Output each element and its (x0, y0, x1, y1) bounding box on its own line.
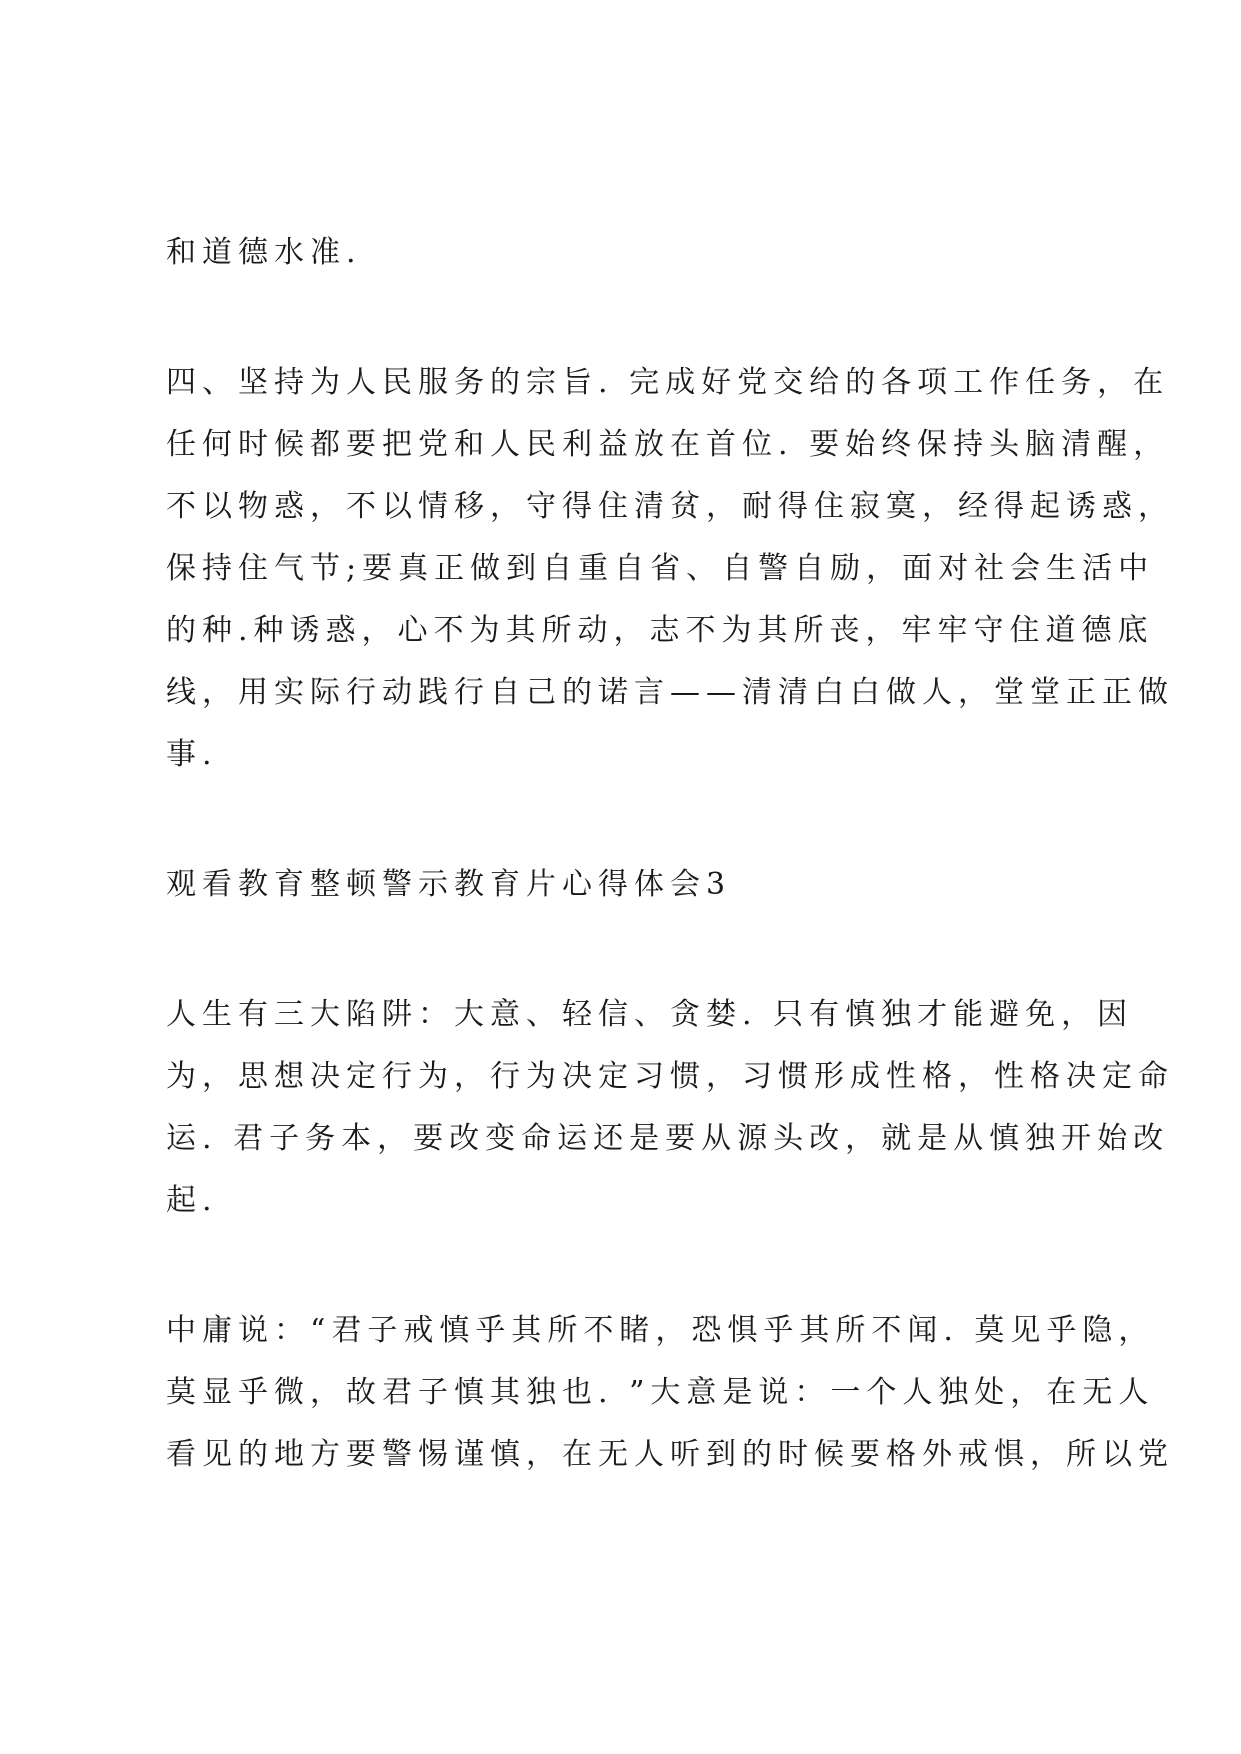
text-line: 莫显乎微，故君子慎其独也. ”大意是说：一个人独处，在无人 (166, 1375, 1155, 1410)
text-line: 为，思想决定行为，行为决定习惯，习惯形成性格，性格决定命 (166, 1059, 1174, 1094)
paragraph-4 (166, 1300, 1174, 1486)
text-line: 线，用实际行动践行自己的诺言——清清白白做人，堂堂正正做 (166, 675, 1174, 710)
text-line: 看见的地方要警惕谨慎，在无人听到的时候要格外戒惧，所以党 (166, 1437, 1174, 1472)
document-body (166, 222, 1174, 1554)
text-line: 运. 君子务本，要改变命运还是要从源头改，就是从慎独开始改 (166, 1121, 1170, 1156)
text-line: 人生有三大陷阱：大意、轻信、贪婪. 只有慎独才能避免，因 (166, 997, 1134, 1032)
text-line: 事. (166, 737, 218, 772)
text-line: 的种.种诱惑，心不为其所动，志不为其所丧，牢牢守住道德底 (166, 613, 1154, 648)
text-line: 任何时候都要把党和人民利益放在首位. 要始终保持头脑清醒， (166, 427, 1170, 462)
text-line: 中庸说：“君子戒慎乎其所不睹，恐惧乎其所不闻. 莫见乎隐， (166, 1313, 1155, 1348)
paragraph-2 (166, 352, 1174, 786)
text-line: 起. (166, 1183, 218, 1218)
text-line: 和道德水准. (166, 235, 362, 270)
paragraph-3 (166, 984, 1174, 1232)
paragraph-1 (166, 222, 1096, 284)
text-line: 不以物惑，不以情移，守得住清贫，耐得住寂寞，经得起诱惑， (166, 489, 1174, 524)
section-heading: 观看教育整顿警示教育片心得体会3 (166, 867, 732, 902)
text-line: 保持住气节;要真正做到自重自省、自警自励，面对社会生活中 (166, 551, 1155, 586)
text-line: 四、坚持为人民服务的宗旨. 完成好党交给的各项工作任务，在 (166, 365, 1170, 400)
